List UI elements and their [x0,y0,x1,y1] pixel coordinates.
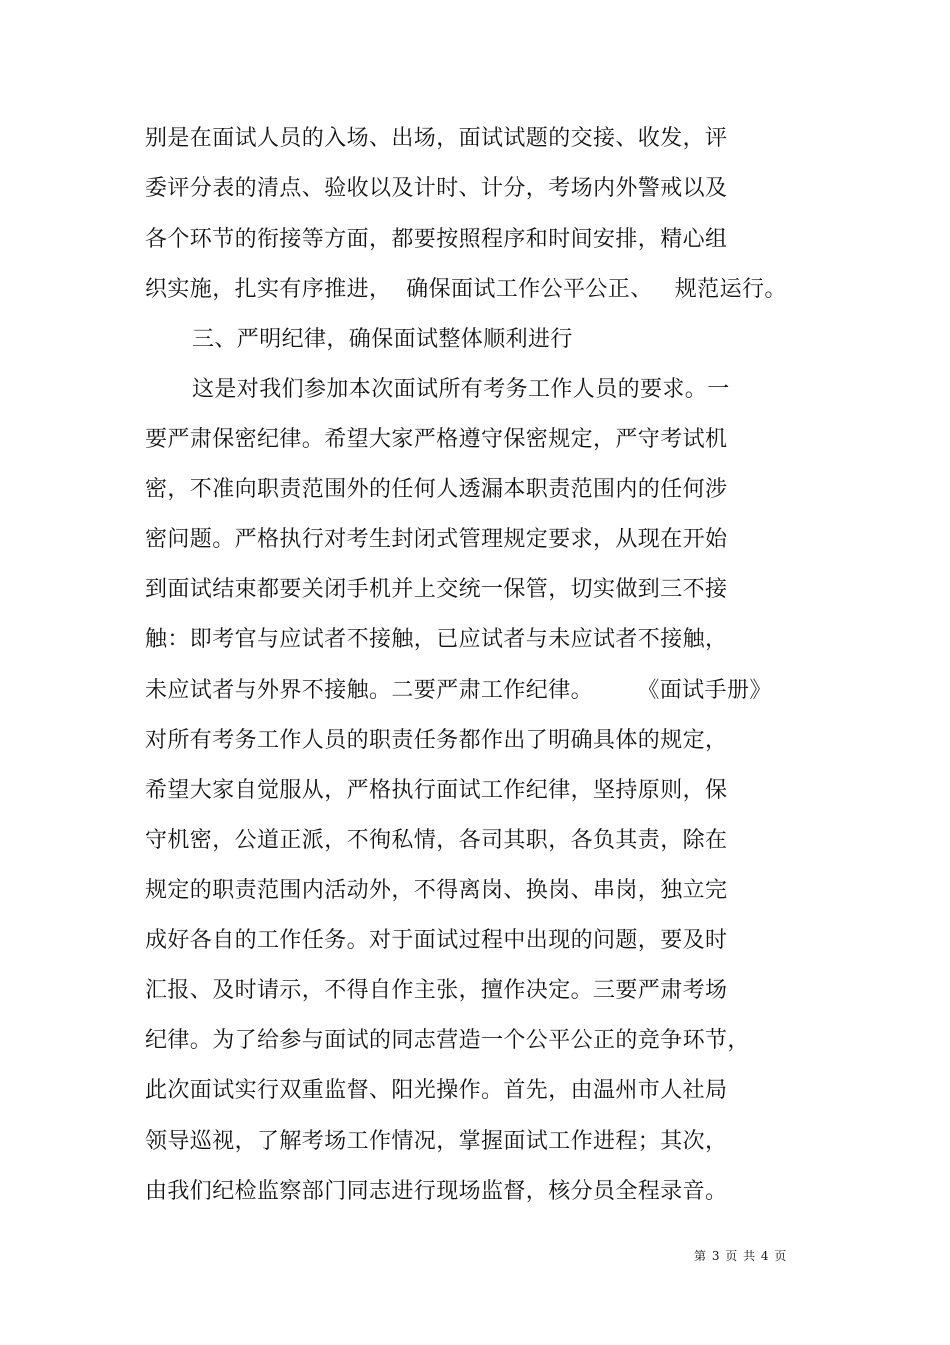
body-line-12: 未应试者与外界不接触。二要严肃工作纪律。 《面试手册》 [145,678,772,703]
body-line-1: 别是在面试人员的入场、出场，面试试题的交接、收发，评 [145,126,728,151]
body-line-7: 要严肃保密纪律。希望大家严格遵守保密规定，严守考试机 [145,427,728,452]
body-line-6: 这是对我们参加本次面试所有考务工作人员的要求。一 [192,377,730,402]
body-line-4: 织实施，扎实有序推进， 确保面试工作公平公正、 规范运行。 [145,277,787,302]
body-line-14: 希望大家自觉服从，严格执行面试工作纪律，坚持原则，保 [145,778,728,803]
body-line-22: 由我们纪检监察部门同志进行现场监督，核分员全程录音。 [145,1179,728,1204]
body-line-21: 领导巡视，了解考场工作情况，掌握面试工作进程；其次， [145,1129,728,1154]
body-line-9: 密问题。严格执行对考生封闭式管理规定要求，从现在开始 [145,527,728,552]
body-line-11: 触：即考官与应试者不接触，已应试者与未应试者不接触， [145,627,728,652]
body-line-19: 纪律。为了给参与面试的同志营造一个公平公正的竞争环节， [145,1028,750,1053]
body-line-17: 成好各自的工作任务。对于面试过程中出现的问题，要及时 [145,928,728,953]
body-line-2: 委评分表的清点、验收以及计时、计分，考场内外警戒以及 [145,176,728,201]
body-line-20: 此次面试实行双重监督、阳光操作。首先，由温州市人社局 [145,1078,728,1103]
section-heading: 三、严明纪律，确保面试整体顺利进行 [192,327,573,352]
body-line-15: 守机密，公道正派，不徇私情，各司其职，各负其责，除在 [145,828,728,853]
body-line-18: 汇报、及时请示，不得自作主张，擅作决定。三要严肃考场 [145,978,728,1003]
body-line-10: 到面试结束都要关闭手机并上交统一保管，切实做到三不接 [145,577,728,602]
body-line-13: 对所有考务工作人员的职责任务都作出了明确具体的规定， [145,728,728,753]
body-line-16: 规定的职责范围内活动外，不得离岗、换岗、串岗，独立完 [145,878,728,903]
page-number-footer: 第 3 页 共 4 页 [694,1249,788,1263]
body-line-8: 密，不准向职责范围外的任何人透漏本职责范围内的任何涉 [145,477,728,502]
body-line-3: 各个环节的衔接等方面，都要按照程序和时间安排，精心组 [145,227,728,252]
